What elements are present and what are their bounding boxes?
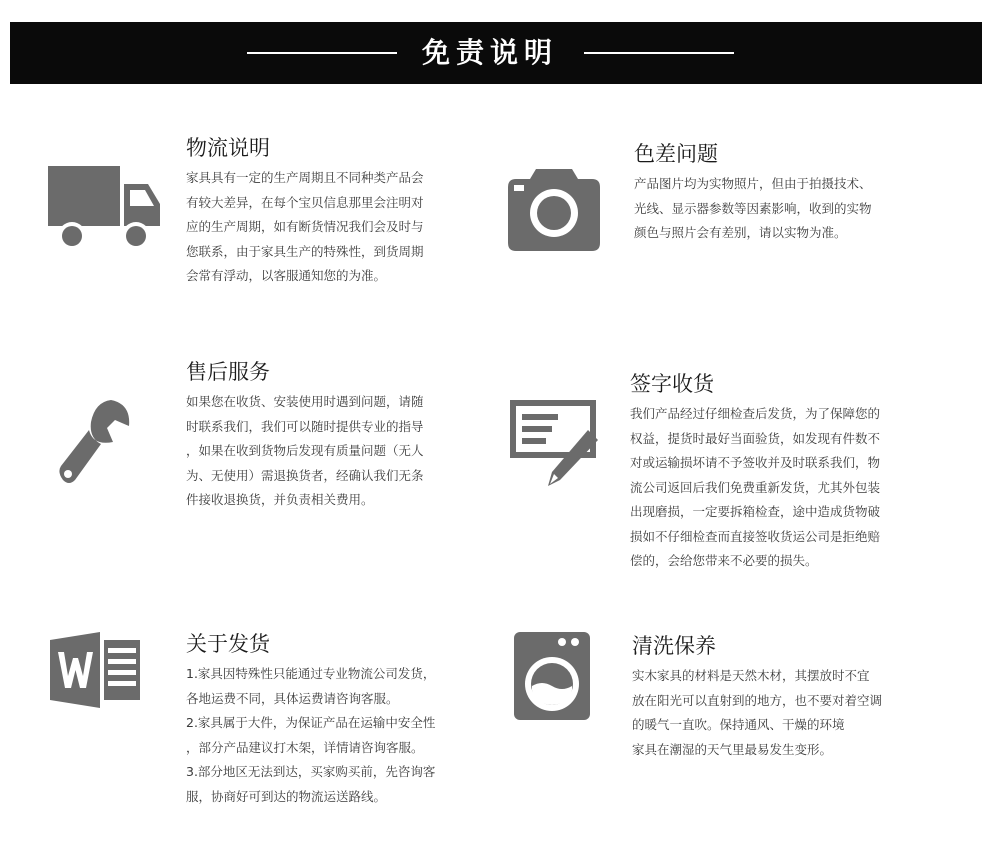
section-after-sales [186,358,424,513]
header-divider-left [247,52,397,54]
section-body: 如果您在收货、安装使用时遇到问题，请随 时联系我们，我们可以随时提供专业的指导 ，如果在收到货物后发现有质量问题（无人 为、无使用）需退换货者，经确认我们无条 件接收退换货，并负责相关费用。 [186,394,424,507]
washing-machine-icon [514,632,590,720]
section-body: 1.家具因特殊性只能通过专业物流公司发货， 各地运费不同，具体运费请咨询客服。 2.家具属于大件，为保证产品在运输中安全性 ，部分产品建议打木架，详情请咨询客服。 3.部分地区无法到达，买家购买前，先咨询客 服，协商好可到达的物流运送路线。 [186,666,436,804]
section-heading: 清洗保养 [632,634,716,658]
section-heading: 关于发货 [186,632,270,656]
section-body: 家具具有一定的生产周期且不同种类产品会 有较大差异，在每个宝贝信息那里会注明对 应的生产周期，如有断货情况我们会及时与 您联系，由于家具生产的特殊性，到货周期 会常有浮动，以客服通知您的为准。 [186,170,424,283]
page-title: 免责说明 [421,36,558,69]
section-body: 实木家具的材料是天然木材，其摆放时不宜 放在阳光可以直射到的地方，也不要对着空调 的暖气一直吹。保持通风、干燥的环境 家具在潮湿的天气里最易发生变形。 [632,668,883,757]
header-divider-right [584,52,734,54]
header-banner [10,22,982,84]
section-heading: 售后服务 [186,360,270,384]
section-body: 我们产品经过仔细检查后发货，为了保障您的 权益，提货时最好当面验货，如发现有件数不 对或运输损坏请不予签收并及时联系我们，物 流公司返回后我们免费重新发货，尤其外包装 出现磨损，一定要拆箱检查，途中造成货物破 损如不仔细检查而直接签收货运公司是拒绝赔 偿的，会给您带来不必要的损失。 [630,406,881,568]
truck-icon [48,166,160,252]
section-cleaning-care [632,632,882,762]
section-body: 产品图片均为实物照片，但由于拍摄技术、 光线、显示器参数等因素影响，收到的实物 颜色与照片会有差别，请以实物为准。 [634,176,872,240]
section-shipping [186,630,435,809]
word-document-icon [50,632,140,708]
section-heading: 签字收货 [630,372,714,396]
section-logistics [186,134,424,289]
sign-document-icon [510,400,602,492]
camera-icon [508,165,600,251]
section-signature-receipt [630,370,880,574]
wrench-icon [55,400,131,486]
section-heading: 色差问题 [634,142,718,166]
section-color-difference [634,140,872,246]
section-heading: 物流说明 [186,136,270,160]
